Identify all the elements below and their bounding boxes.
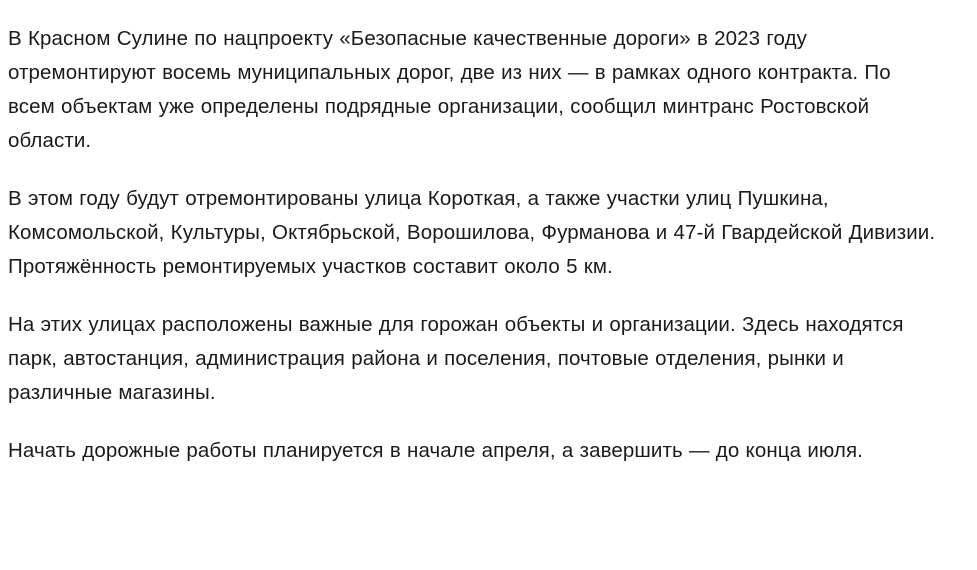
article-paragraph-2: В этом году будут отремонтированы улица Короткая, а также участки улиц Пушкина, Комсомольской, Культуры, Октябрьской, Ворошилова, Фурманова и 47-й Гвардейской Дивизии. Протяжённость ремонтируемых участков составит около 5 км. [8, 187, 936, 278]
article-paragraph-1: В Красном Сулине по нацпроекту «Безопасные качественные дороги» в 2023 году отремонтируют восемь муниципальных дорог, две из них — в рамках одного контракта. По всем объектам уже определены подрядные организации, сообщил минтранс Ростовской области. [8, 27, 891, 152]
article-paragraph-3: На этих улицах расположены важные для горожан объекты и организации. Здесь находятся парк, автостанция, администрация района и поселения, почтовые отделения, рынки и различные магазины. [8, 313, 904, 404]
article-paragraph-4: Начать дорожные работы планируется в начале апреля, а завершить — до конца июля. [8, 439, 863, 462]
